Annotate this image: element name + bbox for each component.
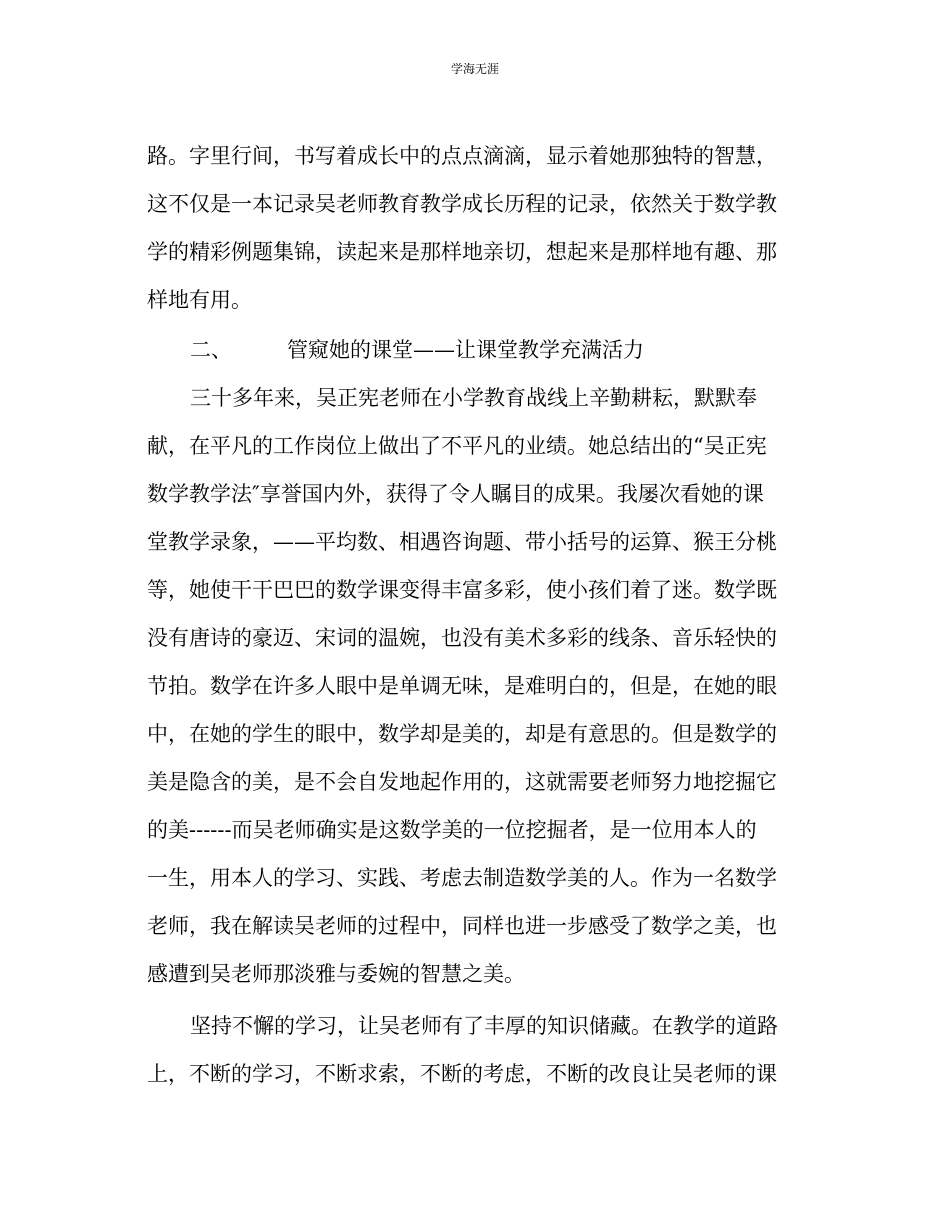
paragraph-line: 这不仅是一本记录吴老师教育教学成长历程的记录，依然关于数学教: [147, 192, 777, 216]
paragraph-line: 节拍。数学在许多人眼中是单调无味，是难明白的，但是，在她的眼: [147, 674, 777, 698]
paragraph-line: 献，在平凡的工作岗位上做出了不平凡的业绩。她总结出的“吴正宪: [147, 434, 767, 458]
paragraph-line: 学的精彩例题集锦，读起来是那样地亲切，想起来是那样地有趣、那: [147, 240, 777, 264]
paragraph-line: 没有唐诗的豪迈、宋词的温婉，也没有美术多彩的线条、音乐轻快的: [147, 626, 777, 650]
page-header: 学海无涯: [450, 62, 499, 76]
paragraph-line: 的美------而吴老师确实是这数学美的一位挖掘者，是一位用本人的: [147, 818, 757, 842]
paragraph-line: 感遭到吴老师那淡雅与委婉的智慧之美。: [147, 962, 525, 986]
paragraph-line: 美是隐含的美，是不会自发地起作用的，这就需要老师努力地挖掘它: [147, 770, 777, 794]
paragraph-line: 上，不断的学习，不断求索，不断的考虑，不断的改良让吴老师的课: [147, 1062, 777, 1086]
paragraph-line: 数学教学法″享誉国内外，获得了令人瞩目的成果。我屡次看她的课: [147, 482, 764, 506]
paragraph-line: 中，在她的学生的眼中，数学却是美的，却是有意思的。但是数学的: [147, 722, 777, 746]
paragraph-line: 路。字里行间，书写着成长中的点点滴滴，显示着她那独特的智慧，: [147, 144, 777, 168]
paragraph-line: 坚持不懈的学习，让吴老师有了丰厚的知识储藏。在教学的道路: [190, 1014, 778, 1038]
paragraph-line: 样地有用。: [147, 288, 252, 312]
section-heading-number: 二、: [190, 338, 232, 362]
paragraph-line: 一生，用本人的学习、实践、考虑去制造数学美的人。作为一名数学: [147, 866, 777, 890]
paragraph-line: 三十多年来，吴正宪老师在小学教育战线上辛勤耕耘，默默奉: [190, 386, 757, 410]
paragraph-line: 老师，我在解读吴老师的过程中，同样也进一步感受了数学之美，也: [147, 914, 777, 938]
paragraph-line: 堂教学录象，——平均数、相遇咨询题、带小括号的运算、猴王分桃: [147, 530, 777, 554]
paragraph-line: 等，她使干干巴巴的数学课变得丰富多彩，使小孩们着了迷。数学既: [147, 578, 777, 602]
section-heading-title: 管窥她的课堂——让课堂教学充满活力: [287, 338, 644, 362]
